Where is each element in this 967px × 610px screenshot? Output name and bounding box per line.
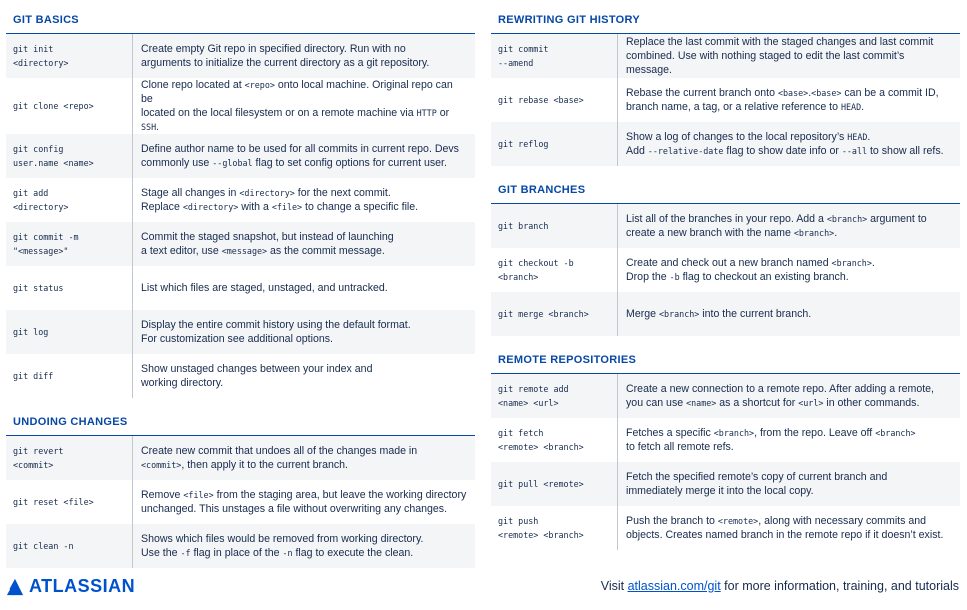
inline-code: --all: [841, 146, 868, 156]
inline-code: <branch>: [826, 214, 868, 224]
command-row: [491, 204, 960, 248]
inline-code: <url>: [798, 398, 824, 408]
text-segment: .: [834, 227, 838, 239]
inline-code: <commit>: [141, 460, 182, 470]
description-text: [626, 86, 939, 114]
inline-code: <branch>: [831, 258, 872, 268]
command-description: [618, 506, 960, 550]
command-row: [491, 506, 960, 550]
command-name: git revert <commit>: [6, 436, 133, 480]
command-description: [618, 374, 960, 418]
text-segment: Commit the staged snapshot, but instead of launching: [141, 231, 394, 243]
text-segment: to show all refs.: [867, 145, 944, 157]
command-list: [491, 374, 960, 550]
text-segment: flag in place of the: [190, 547, 283, 559]
text-segment: can be a commit ID,: [841, 87, 939, 99]
text-segment: branch name, a tag, or a relative reference to: [626, 101, 841, 113]
command-row: [6, 354, 475, 398]
command-description: [618, 34, 960, 78]
inline-code: <file>: [183, 490, 214, 500]
text-segment: .: [861, 101, 865, 113]
section-rewriting: [491, 14, 960, 166]
text-segment: working directory.: [141, 377, 224, 389]
command-description: [618, 462, 960, 506]
inline-code: HEAD: [840, 102, 862, 112]
command-name: git log: [6, 310, 133, 354]
inline-code: --relative-date: [647, 146, 724, 156]
inline-code: --global: [212, 158, 253, 168]
text-segment: with a: [238, 201, 272, 213]
logo-text: ATLASSIAN: [29, 576, 136, 596]
command-list: [491, 34, 960, 166]
inline-code: HEAD: [847, 132, 868, 142]
text-segment: Merge: [626, 308, 659, 320]
text-segment: Add: [626, 145, 648, 157]
command-description: [133, 480, 475, 524]
command-description: [133, 178, 475, 222]
command-description: [133, 436, 475, 480]
command-description: [133, 134, 475, 178]
command-description: [133, 524, 475, 568]
inline-code: <file>: [271, 202, 303, 212]
section-basics: [6, 14, 475, 398]
text-segment: immediately merge it into the local copy.: [626, 485, 814, 497]
text-segment: Create new commit that undoes all of the changes made in: [141, 445, 418, 457]
command-row: [491, 248, 960, 292]
command-name: git config user.name <name>: [6, 134, 133, 178]
command-description: [618, 418, 960, 462]
section-remote: [491, 354, 960, 550]
command-description: [618, 122, 960, 166]
text-segment: For customization see additional options.: [141, 333, 333, 345]
inline-code: <name>: [686, 398, 717, 408]
description-text: [141, 281, 388, 295]
command-list: [6, 34, 475, 398]
text-segment: Remove: [141, 489, 184, 501]
inline-code: <branch>: [875, 428, 916, 438]
command-row: [6, 524, 475, 568]
command-name: git checkout -b <branch>: [491, 248, 618, 292]
inline-code: <base>: [811, 88, 842, 98]
section-title: GIT BRANCHES: [491, 184, 960, 204]
description-text: [626, 514, 943, 542]
command-name: git reset <file>: [6, 480, 133, 524]
command-description: [618, 78, 960, 122]
inline-code: HTTP: [416, 108, 437, 118]
text-segment: argument to: [867, 213, 927, 225]
text-segment: Show a log of changes to the local repository’s: [626, 131, 848, 143]
text-segment: from the staging area, but leave the working directory: [213, 489, 467, 501]
text-segment: flag to show date info or: [723, 145, 842, 157]
footer-text: [601, 579, 959, 593]
footer-link[interactable]: atlassian.com/git: [627, 579, 721, 593]
section-branches: [491, 184, 960, 336]
inline-code: <repo>: [244, 80, 275, 90]
command-name: git fetch <remote> <branch>: [491, 418, 618, 462]
description-text: [141, 42, 429, 70]
section-title: GIT BASICS: [6, 14, 475, 34]
text-segment: Define author name to be used for all commits in current repo. Devs: [141, 143, 459, 155]
command-row: [491, 462, 960, 506]
inline-code: -f: [180, 548, 191, 558]
text-segment: List all of the branches in your repo. Add a: [626, 213, 827, 225]
description-text: [141, 142, 459, 170]
inline-code: <message>: [221, 246, 268, 256]
text-segment: Replace the last commit with the staged changes and last commit: [626, 36, 934, 48]
text-segment: , from the repo. Leave off: [754, 427, 876, 439]
description-text: [141, 488, 466, 516]
description-text: [141, 78, 467, 134]
description-text: [141, 444, 417, 472]
command-row: [6, 266, 475, 310]
description-text: [141, 230, 394, 258]
inline-code: -n: [282, 548, 293, 558]
text-segment: .: [156, 121, 160, 133]
description-text: [141, 186, 418, 214]
command-name: git remote add <name> <url>: [491, 374, 618, 418]
text-segment: .: [867, 131, 871, 143]
command-name: git merge <branch>: [491, 292, 618, 336]
description-text: [626, 470, 887, 498]
text-segment: Clone repo located at: [141, 79, 245, 91]
text-segment: arguments to initialize the current directory as a git repository.: [141, 57, 430, 69]
atlassian-logo: [6, 576, 135, 597]
command-name: git clone <repo>: [6, 78, 133, 134]
text-segment: commonly use: [141, 157, 213, 169]
text-segment: flag to execute the clean.: [292, 547, 414, 559]
command-row: [491, 122, 960, 166]
right-column: [491, 14, 960, 568]
command-row: [491, 34, 960, 78]
description-text: [626, 426, 916, 454]
description-text: [626, 35, 952, 77]
text-segment: located on the local filesystem or on a remote machine via: [141, 107, 417, 119]
text-segment: Use the: [141, 547, 181, 559]
command-row: [491, 78, 960, 122]
text-segment: Rebase the current branch onto: [626, 87, 778, 99]
text-segment: to change a specific file.: [302, 201, 419, 213]
description-text: [141, 362, 372, 390]
command-name: git status: [6, 266, 133, 310]
command-name: git init <directory>: [6, 34, 133, 78]
text-segment: as a shortcut for: [716, 397, 799, 409]
text-segment: Create a new connection to a remote repo. After adding a remote,: [626, 383, 934, 395]
text-segment: create a new branch with the name: [626, 227, 794, 239]
text-segment: Create and check out a new branch named: [626, 257, 832, 269]
text-segment: Fetch the specified remote’s copy of current branch and: [626, 471, 888, 483]
left-column: [6, 14, 475, 586]
command-name: git branch: [491, 204, 618, 248]
section-title: REMOTE REPOSITORIES: [491, 354, 960, 374]
inline-code: <directory>: [239, 188, 295, 198]
command-name: git reflog: [491, 122, 618, 166]
description-text: [626, 130, 944, 158]
description-text: [626, 212, 927, 240]
footer-text-after: for more information, training, and tutorials: [720, 579, 959, 593]
inline-code: -b: [669, 272, 680, 282]
command-name: git pull <remote>: [491, 462, 618, 506]
command-description: [618, 204, 960, 248]
command-row: [6, 178, 475, 222]
text-segment: Create empty Git repo in specified directory. Run with no: [141, 43, 406, 55]
text-segment: Replace: [141, 201, 183, 213]
inline-code: <remote>: [717, 516, 759, 526]
description-text: [141, 318, 411, 346]
command-description: [133, 266, 475, 310]
text-segment: you can use: [626, 397, 687, 409]
command-row: [6, 222, 475, 266]
atlassian-logo-icon: [6, 578, 24, 596]
command-description: [133, 354, 475, 398]
text-segment: for the next commit.: [294, 187, 391, 199]
text-segment: .: [808, 87, 812, 99]
text-segment: combined. Use with nothing staged to edit the last commit’s message.: [626, 50, 905, 76]
section-undoing: [6, 416, 475, 568]
command-row: [6, 78, 475, 134]
description-text: [141, 532, 423, 560]
command-description: [618, 292, 960, 336]
command-row: [491, 292, 960, 336]
text-segment: flag to checkout an existing branch.: [679, 271, 849, 283]
command-row: [491, 374, 960, 418]
text-segment: .: [871, 257, 875, 269]
command-row: [6, 480, 475, 524]
text-segment: objects. Creates named branch in the remote repo if it doesn’t exist.: [626, 529, 944, 541]
command-name: git add <directory>: [6, 178, 133, 222]
command-description: [133, 34, 475, 78]
command-name: git commit -m "<message>": [6, 222, 133, 266]
text-segment: , then apply it to the current branch.: [181, 459, 348, 471]
inline-code: <base>: [777, 88, 809, 98]
command-description: [133, 310, 475, 354]
command-name: git commit --amend: [491, 34, 618, 78]
command-name: git push <remote> <branch>: [491, 506, 618, 550]
command-name: git diff: [6, 354, 133, 398]
section-title: REWRITING GIT HISTORY: [491, 14, 960, 34]
description-text: [626, 307, 811, 321]
command-list: [6, 436, 475, 568]
inline-code: <branch>: [658, 309, 700, 319]
text-segment: or: [436, 107, 450, 119]
command-row: [6, 310, 475, 354]
text-segment: Fetches a specific: [626, 427, 714, 439]
section-title: UNDOING CHANGES: [6, 416, 475, 436]
text-segment: Stage all changes in: [141, 187, 240, 199]
text-segment: onto local machine. Original repo can be: [141, 79, 453, 105]
text-segment: in other commands.: [823, 397, 920, 409]
command-list: [491, 204, 960, 336]
text-segment: a text editor, use: [141, 245, 222, 257]
text-segment: Display the entire commit history using the default format.: [141, 319, 411, 331]
text-segment: Show unstaged changes between your index and: [141, 363, 373, 375]
command-row: [491, 418, 960, 462]
text-segment: Shows which files would be removed from working directory.: [141, 533, 424, 545]
text-segment: List which files are staged, unstaged, and untracked.: [141, 282, 388, 294]
description-text: [626, 382, 934, 410]
text-segment: Push the branch to: [626, 515, 718, 527]
footer-text-before: Visit: [600, 579, 628, 593]
inline-code: <branch>: [793, 228, 835, 238]
command-description: [133, 78, 475, 134]
command-name: git clean -n: [6, 524, 133, 568]
command-description: [618, 248, 960, 292]
text-segment: to fetch all remote refs.: [626, 441, 734, 453]
text-segment: into the current branch.: [699, 308, 812, 320]
inline-code: <directory>: [182, 202, 239, 212]
text-segment: Drop the: [626, 271, 670, 283]
command-row: [6, 436, 475, 480]
text-segment: as the commit message.: [267, 245, 385, 257]
command-row: [6, 34, 475, 78]
text-segment: flag to set config options for current user.: [252, 157, 447, 169]
inline-code: SSH: [141, 122, 157, 132]
text-segment: , along with necessary commits and: [758, 515, 927, 527]
command-description: [133, 222, 475, 266]
text-segment: unchanged. This unstages a file without overwriting any changes.: [141, 503, 448, 515]
description-text: [626, 256, 875, 284]
inline-code: <branch>: [713, 428, 755, 438]
command-name: git rebase <base>: [491, 78, 618, 122]
command-row: [6, 134, 475, 178]
